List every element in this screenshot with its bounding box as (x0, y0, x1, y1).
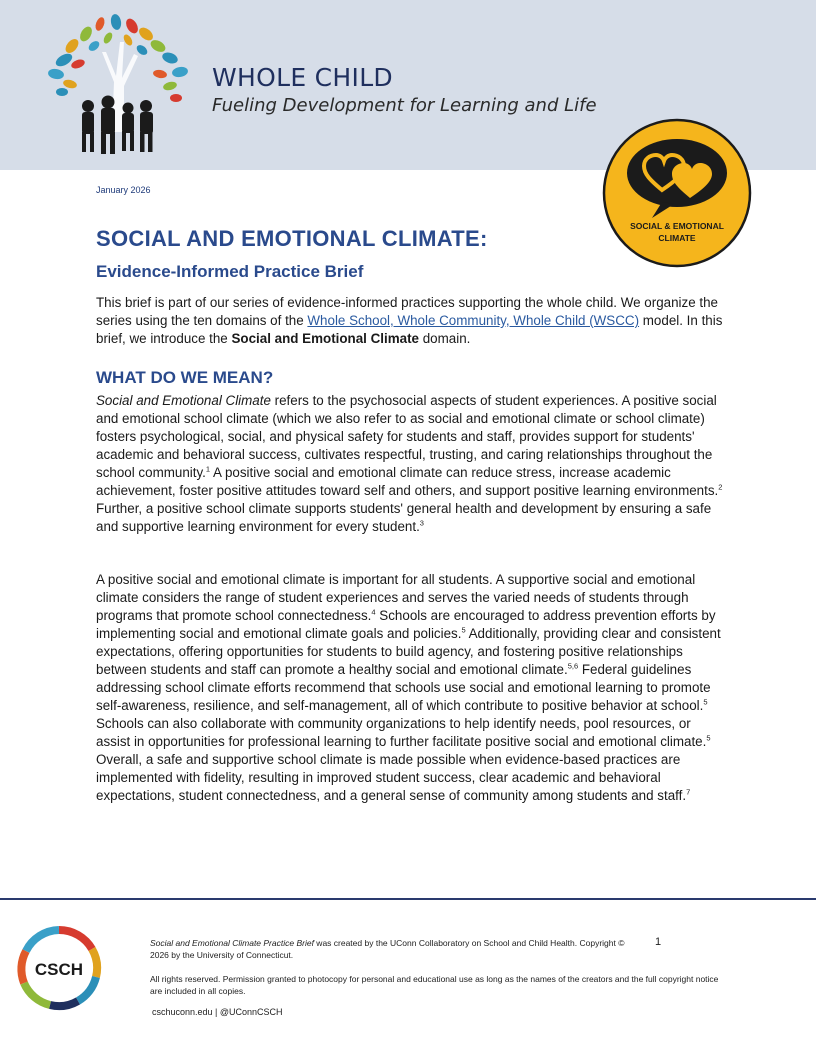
footer-divider (0, 898, 816, 900)
page-subtitle: Evidence-Informed Practice Brief (96, 262, 364, 281)
badge-label-line2: CLIMATE (658, 233, 696, 243)
brand-title: WHOLE CHILD (212, 63, 393, 92)
publication-date: January 2026 (96, 185, 151, 195)
citation-ref: 5 (703, 697, 708, 707)
citation-ref: 3 (419, 518, 424, 528)
footer-rights: All rights reserved. Permission granted to photocopy for personal and educational use as long as the names of the creators and the full copyright notice are included in all copies. (150, 974, 719, 996)
citation-ref: 7 (686, 787, 691, 797)
citation-ref: 5 (706, 733, 711, 743)
citation-ref: 5,6 (567, 661, 579, 671)
citation-ref: 1 (205, 464, 211, 474)
body-paragraph-1: Social and Emotional Climate refers to the psychosocial aspects of student experiences. A positive social and emotional school climate (which we also refer to as social and emotional climate or school climate) fosters psychological, social, and physical safety for students and staff, provides support for students' academic and behavioral success, cultivates respectful, trusting, and caring relationships throughout the school community.$^1$ A positive social and emotional climate can reduce stress, increase academic achievement, foster positive attitudes toward self and others, and support positive learning environments.$^2$ Further, a positive school climate supports students' general health and development by ensuring a safe and supportive learning environment for every student.$^3$ (96, 393, 723, 534)
citation-ref: 5 (461, 625, 466, 635)
wscc-model-link[interactable]: Whole School, Whole Community, Whole Child (WSCC) (307, 313, 640, 328)
footer-links[interactable]: cschuconn.edu | @UConnCSCH (152, 1007, 283, 1017)
body-paragraph-2: A positive social and emotional climate is important for all students. A supportive social and emotional climate considers the range of student experiences and serves the varied needs of students through programs that promote school connectedness.$^4$ Schools are encouraged to address prevention efforts by implementing social and emotional climate goals and policies.$^5$ Additionally, providing clear and consistent expectations, offering opportunities for students to build agency, and fostering positive relationships between students and staff can promote a healthy social and emotional climate.$^{5,6}$ Federal guidelines addressing school climate efforts recommend that schools use social and emotional learning to promote self-awareness, resilience, and self-management, all of which contribute to positive behavior at school.$^5$ Schools can also collaborate with community organizations to help identify needs, pool resources, or assist in opportunities for professional learning to further facilitate positive social and emotional climate.$^5$ Overall, a safe and supportive school climate is made possible when evidence-based practices are implemented with fidelity, resulting in improved student success, clear academic and behavioral expectations, student connectedness, and a general sense of community among students and staff.$^7$ (96, 572, 721, 803)
csch-logo-text: CSCH (34, 960, 84, 979)
csch-logo (16, 925, 102, 1011)
intro-paragraph: This brief is part of our series of evidence-informed practices supporting the whole child. We organize the series using the ten domains of the Whole School, Whole Community, Whole Child (WSCC) model. In this brief, we introduce the Social and Emotional Climate domain. (96, 295, 723, 346)
brand-subtitle: Fueling Development for Learning and Life (212, 95, 597, 116)
citation-ref: 2 (718, 482, 723, 492)
footer-credit: Social and Emotional Climate Practice Brief was created by the UConn Collaboratory on School and Child Health. Copyright © 2026 by the University of Connecticut. (150, 938, 625, 960)
social-emotional-climate-badge (602, 118, 752, 268)
page-number: 1 (655, 936, 662, 948)
section-heading: WHAT DO WE MEAN? (96, 368, 274, 387)
citation-ref: 4 (371, 607, 376, 617)
whole-child-tree-logo (42, 12, 194, 160)
badge-label-line1: SOCIAL & EMOTIONAL (630, 221, 724, 231)
page-title: SOCIAL AND EMOTIONAL CLIMATE: (96, 226, 488, 251)
